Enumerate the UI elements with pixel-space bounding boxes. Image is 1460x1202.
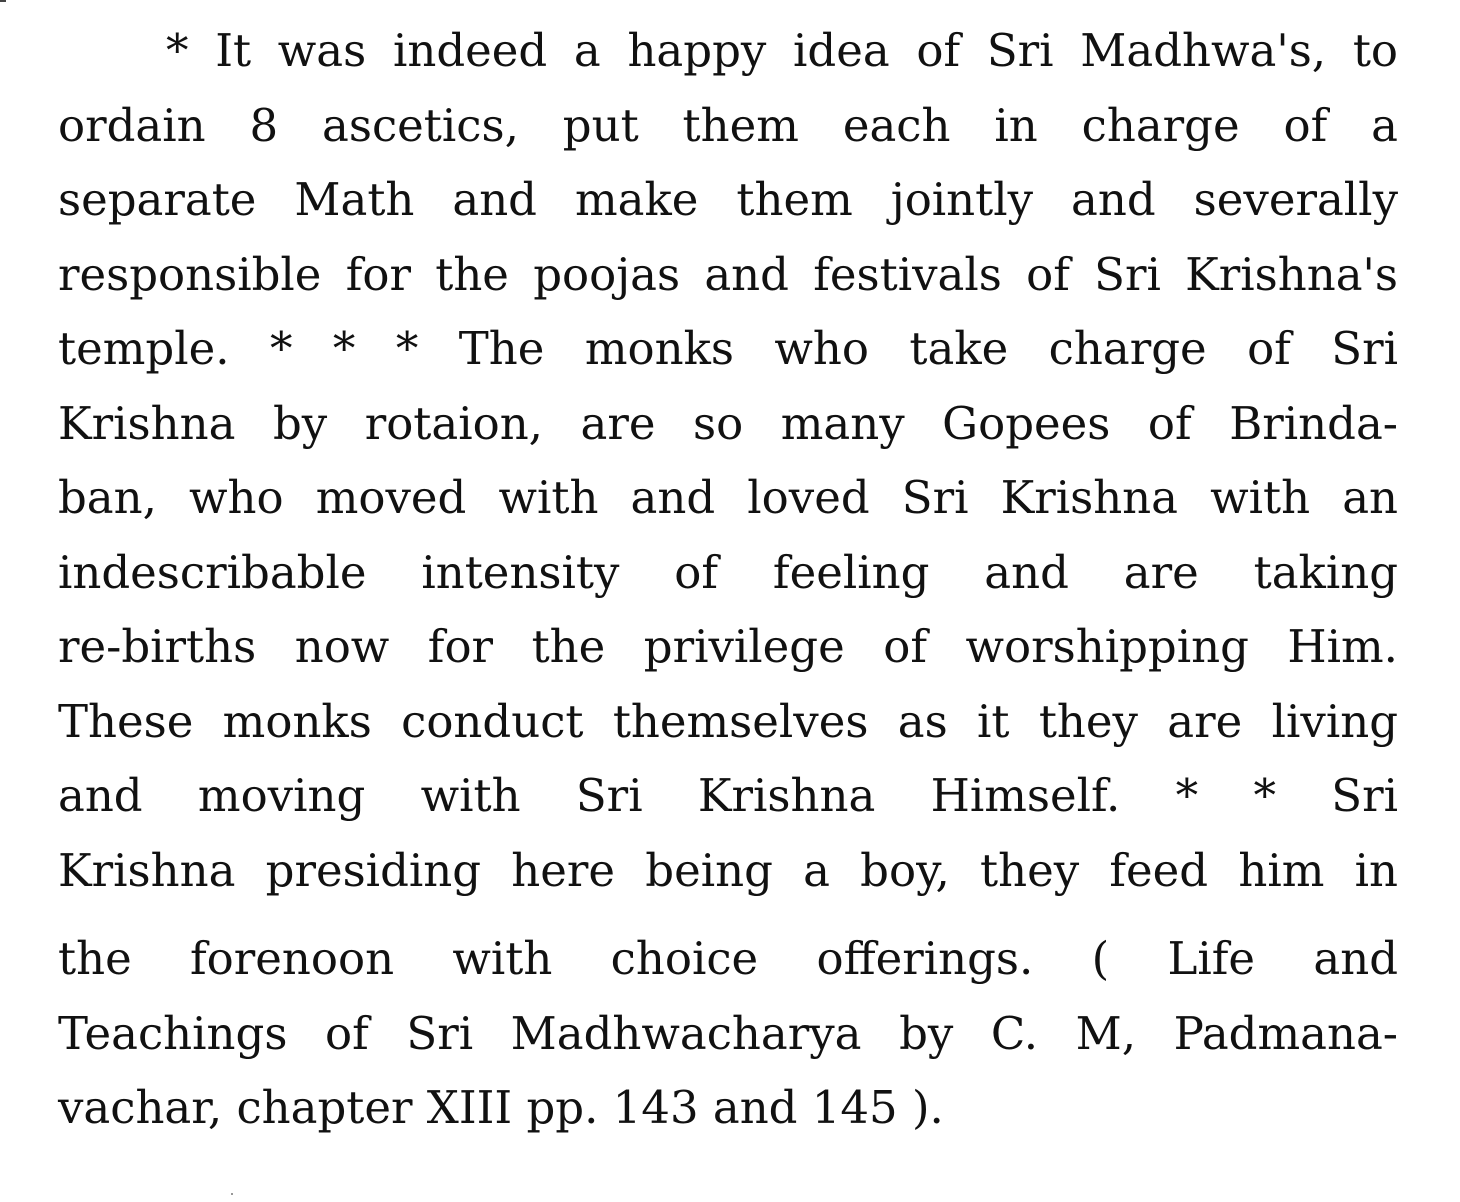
passage-line: re-births now for the privilege of worshipping Him.	[58, 620, 1398, 673]
scan-corner-mark	[0, 0, 6, 2]
passage-line: ordain 8 ascetics, put them each in charge of a	[58, 98, 1398, 152]
passage-line: ban, who moved with and loved Sri Krishna with an	[58, 471, 1398, 524]
passage-line: Teachings of Sri Madhwacharya by C. M, Padmana-	[58, 1006, 1398, 1060]
passage-line: Krishna by rotaion, are so many Gopees of Brinda-	[58, 396, 1398, 450]
quoted-passage	[58, 14, 1398, 1146]
passage-line: indescribable intensity of feeling and are taking	[58, 545, 1398, 599]
citation-line: vachar, chapter XIII pp. 143 and 145 ).	[58, 1081, 944, 1134]
passage-line: responsible for the poojas and festivals of Sri Krishna's	[58, 247, 1398, 301]
passage-line: Krishna presiding here being a boy, they feed him in	[58, 843, 1398, 897]
passage-line: These monks conduct themselves as it they are living	[58, 694, 1398, 748]
passage-line: temple. * * * The monks who take charge of Sri	[58, 322, 1398, 375]
passage-line: separate Math and make them jointly and severally	[58, 173, 1398, 226]
passage-line: * It was indeed a happy idea of Sri Madhwa's, to	[166, 24, 1398, 77]
passage-line: the forenoon with choice offerings. ( Life and	[58, 932, 1398, 985]
passage-line: and moving with Sri Krishna Himself. * * Sri	[58, 769, 1398, 822]
scan-speck	[231, 1193, 233, 1195]
